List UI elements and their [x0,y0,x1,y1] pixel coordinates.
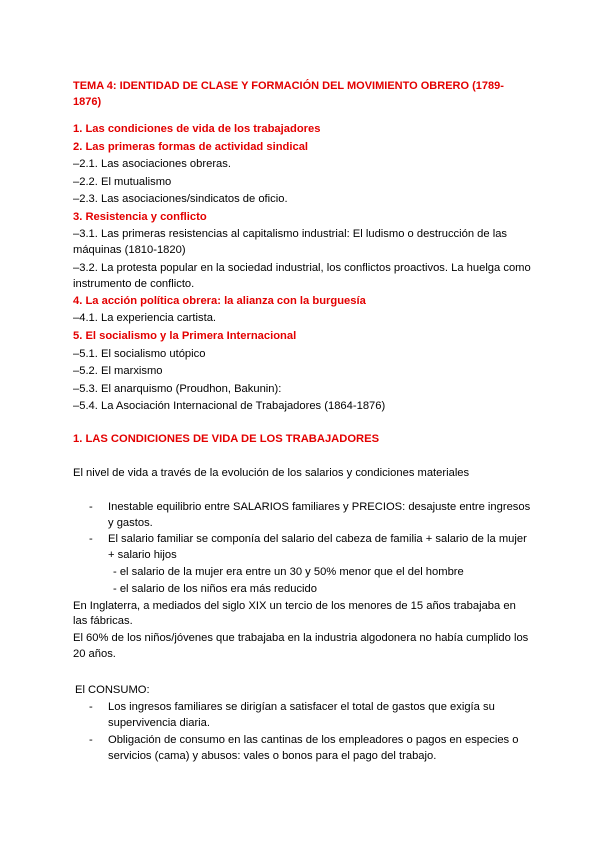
paragraph-2-line-2: 20 años. [73,648,116,660]
sub-item-2: - el salario de los niños era más reducido [113,583,317,595]
bullet-marker: - [89,533,93,545]
index-item-2-3: –2.3. Las asociaciones/sindicatos de oficio. [73,193,288,205]
paragraph-2-line-1: El 60% de los niños/jóvenes que trabajaba en la industria algodonera no había cumplido los [73,632,529,644]
index-heading-5: 5. El socialismo y la Primera Internacional [73,330,297,342]
paragraph-1-line-2: las fábricas. [73,615,133,627]
index-item-5-1: –5.1. El socialismo utópico [73,348,206,360]
section-1-heading: 1. LAS CONDICIONES DE VIDA DE LOS TRABAJADORES [73,433,380,445]
bullet-marker: - [89,501,93,513]
index-item-3-1: –3.1. Las primeras resistencias al capitalismo industrial: El ludismo o destrucción de las [73,228,508,240]
index-item-5-3: –5.3. El anarquismo (Proudhon, Bakunin): [73,383,282,395]
index-heading-3: 3. Resistencia y conflicto [73,211,207,223]
consumo-bullet-2-line-1: Obligación de consumo en las cantinas de los empleadores o pagos en especies o [108,734,519,746]
index-heading-2: 2. Las primeras formas de actividad sindical [73,141,309,153]
index-item-2-1: –2.1. Las asociaciones obreras. [73,158,231,170]
index-heading-4: 4. La acción política obrera: la alianza con la burguesía [73,295,366,307]
index-item-2-2: –2.2. El mutualismo [73,176,172,188]
consumo-bullet-1-line-2: supervivencia diaria. [108,717,210,729]
bullet-1-line-2: y gastos. [108,517,153,529]
bullet-marker: - [89,701,93,713]
index-item-3-2: –3.2. La protesta popular en la sociedad industrial, los conflictos proactivos. La huelga como [73,262,531,274]
index-item-5-2: –5.2. El marxismo [73,365,163,377]
index-item-3-1-cont: máquinas (1810-1820) [73,244,186,256]
index-heading-1: 1. Las condiciones de vida de los trabajadores [73,123,321,135]
consumo-bullet-2-line-2: servicios (cama) y abusos: vales o bonos para el pago del trabajo. [108,750,437,762]
paragraph-1-line-1: En Inglaterra, a mediados del siglo XIX un tercio de los menores de 15 años trabajaba en [73,600,516,612]
bullet-1-line-1: Inestable equilibrio entre SALARIOS familiares y PRECIOS: desajuste entre ingresos [108,501,531,513]
consumo-heading: El CONSUMO: [75,684,150,696]
bullet-2-line-2: + salario hijos [108,549,177,561]
consumo-bullet-1-line-1: Los ingresos familiares se dirigían a satisfacer el total de gastos que exigía su [108,701,495,713]
index-item-5-4: –5.4. La Asociación Internacional de Trabajadores (1864-1876) [73,400,386,412]
index-item-4-1: –4.1. La experiencia cartista. [73,312,217,324]
document-title-line-2: 1876) [73,96,102,108]
sub-item-1: - el salario de la mujer era entre un 30 y 50% menor que el del hombre [113,566,464,578]
bullet-marker: - [89,734,93,746]
index-item-3-2-cont: instrumento de conflicto. [73,278,195,290]
document-title-line-1: TEMA 4: IDENTIDAD DE CLASE Y FORMACIÓN DEL MOVIMIENTO OBRERO (1789- [73,80,504,92]
bullet-2-line-1: El salario familiar se componía del salario del cabeza de familia + salario de la mujer [108,533,527,545]
section-1-intro: El nivel de vida a través de la evolución de los salarios y condiciones materiales [73,467,470,479]
